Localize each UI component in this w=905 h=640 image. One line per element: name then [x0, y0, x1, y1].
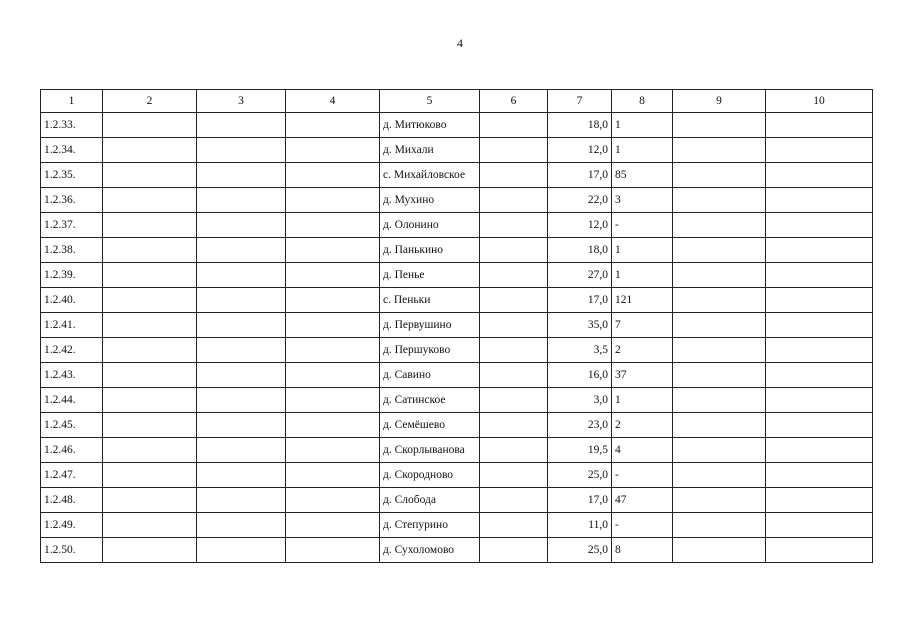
- table-row: [41, 163, 873, 188]
- cell-col-10: [766, 213, 873, 238]
- cell-col-6: [480, 388, 548, 413]
- cell-col-3: [197, 513, 286, 538]
- cell-col-9: [673, 288, 766, 313]
- cell-col-10: [766, 413, 873, 438]
- table-row: [41, 288, 873, 313]
- cell-col-2: [103, 338, 197, 363]
- cell-col-3: [197, 238, 286, 263]
- cell-col-9: [673, 538, 766, 563]
- header-row: [41, 90, 873, 113]
- cell-row-number: 1.2.41.: [41, 313, 103, 338]
- cell-row-number: 1.2.49.: [41, 513, 103, 538]
- cell-col-10: [766, 438, 873, 463]
- cell-col-2: [103, 488, 197, 513]
- cell-col-9: [673, 113, 766, 138]
- cell-col-6: [480, 113, 548, 138]
- cell-col-2: [103, 138, 197, 163]
- cell-col-3: [197, 413, 286, 438]
- cell-col-9: [673, 238, 766, 263]
- cell-col-2: [103, 288, 197, 313]
- cell-population: 1: [612, 238, 673, 263]
- cell-col-2: [103, 213, 197, 238]
- cell-col-3: [197, 363, 286, 388]
- page-number: 4: [457, 36, 463, 50]
- cell-col-10: [766, 488, 873, 513]
- cell-population: 2: [612, 413, 673, 438]
- cell-settlement-name: д. Семёшево: [380, 413, 480, 438]
- cell-col-10: [766, 463, 873, 488]
- cell-col-9: [673, 138, 766, 163]
- column-header-9: 9: [673, 90, 766, 113]
- cell-row-number: 1.2.40.: [41, 288, 103, 313]
- cell-col-2: [103, 263, 197, 288]
- cell-population: 7: [612, 313, 673, 338]
- cell-population: 121: [612, 288, 673, 313]
- cell-col-2: [103, 538, 197, 563]
- cell-distance: 3,5: [548, 338, 612, 363]
- cell-col-9: [673, 463, 766, 488]
- cell-col-2: [103, 313, 197, 338]
- cell-col-6: [480, 538, 548, 563]
- cell-col-6: [480, 288, 548, 313]
- cell-col-4: [286, 538, 380, 563]
- cell-col-4: [286, 513, 380, 538]
- cell-col-3: [197, 388, 286, 413]
- cell-col-2: [103, 238, 197, 263]
- table-row: [41, 263, 873, 288]
- cell-population: 1: [612, 138, 673, 163]
- cell-col-9: [673, 188, 766, 213]
- cell-col-6: [480, 213, 548, 238]
- cell-col-9: [673, 263, 766, 288]
- cell-col-3: [197, 213, 286, 238]
- cell-population: -: [612, 463, 673, 488]
- table-row: [41, 338, 873, 363]
- cell-col-9: [673, 163, 766, 188]
- cell-col-3: [197, 263, 286, 288]
- cell-col-10: [766, 113, 873, 138]
- cell-col-4: [286, 213, 380, 238]
- cell-population: 37: [612, 363, 673, 388]
- cell-row-number: 1.2.36.: [41, 188, 103, 213]
- cell-row-number: 1.2.46.: [41, 438, 103, 463]
- cell-col-10: [766, 188, 873, 213]
- cell-distance: 27,0: [548, 263, 612, 288]
- cell-col-3: [197, 438, 286, 463]
- table-row: [41, 188, 873, 213]
- cell-col-6: [480, 313, 548, 338]
- cell-settlement-name: д. Панькино: [380, 238, 480, 263]
- cell-col-3: [197, 488, 286, 513]
- cell-row-number: 1.2.44.: [41, 388, 103, 413]
- cell-col-2: [103, 463, 197, 488]
- cell-col-4: [286, 488, 380, 513]
- cell-col-10: [766, 138, 873, 163]
- cell-col-3: [197, 163, 286, 188]
- table-row: [41, 238, 873, 263]
- cell-col-6: [480, 363, 548, 388]
- cell-col-6: [480, 513, 548, 538]
- cell-col-3: [197, 313, 286, 338]
- cell-settlement-name: с. Пеньки: [380, 288, 480, 313]
- cell-distance: 19,5: [548, 438, 612, 463]
- cell-col-9: [673, 488, 766, 513]
- table-row: [41, 538, 873, 563]
- cell-settlement-name: д. Скородново: [380, 463, 480, 488]
- table-row: [41, 113, 873, 138]
- cell-distance: 18,0: [548, 113, 612, 138]
- column-header-7: 7: [548, 90, 612, 113]
- cell-col-6: [480, 338, 548, 363]
- cell-col-10: [766, 163, 873, 188]
- column-header-6: 6: [480, 90, 548, 113]
- cell-row-number: 1.2.33.: [41, 113, 103, 138]
- cell-population: -: [612, 213, 673, 238]
- cell-settlement-name: д. Сухоломово: [380, 538, 480, 563]
- cell-distance: 17,0: [548, 488, 612, 513]
- cell-population: 1: [612, 263, 673, 288]
- cell-population: -: [612, 513, 673, 538]
- cell-population: 85: [612, 163, 673, 188]
- cell-col-2: [103, 113, 197, 138]
- cell-col-3: [197, 338, 286, 363]
- table-row: [41, 513, 873, 538]
- cell-col-6: [480, 188, 548, 213]
- cell-distance: 35,0: [548, 313, 612, 338]
- cell-row-number: 1.2.34.: [41, 138, 103, 163]
- cell-distance: 3,0: [548, 388, 612, 413]
- cell-col-10: [766, 313, 873, 338]
- cell-col-10: [766, 388, 873, 413]
- table-row: [41, 413, 873, 438]
- cell-col-6: [480, 263, 548, 288]
- cell-col-2: [103, 188, 197, 213]
- cell-col-4: [286, 238, 380, 263]
- column-header-2: 2: [103, 90, 197, 113]
- cell-col-9: [673, 438, 766, 463]
- cell-settlement-name: д. Савино: [380, 363, 480, 388]
- cell-settlement-name: д. Скорлыванова: [380, 438, 480, 463]
- column-header-1: 1: [41, 90, 103, 113]
- cell-col-4: [286, 188, 380, 213]
- cell-col-4: [286, 363, 380, 388]
- cell-settlement-name: д. Пенье: [380, 263, 480, 288]
- cell-distance: 12,0: [548, 213, 612, 238]
- cell-distance: 18,0: [548, 238, 612, 263]
- cell-col-3: [197, 113, 286, 138]
- cell-col-2: [103, 388, 197, 413]
- cell-distance: 25,0: [548, 538, 612, 563]
- cell-col-2: [103, 413, 197, 438]
- cell-col-4: [286, 163, 380, 188]
- cell-col-9: [673, 338, 766, 363]
- cell-col-9: [673, 313, 766, 338]
- cell-col-4: [286, 413, 380, 438]
- cell-col-10: [766, 338, 873, 363]
- cell-col-9: [673, 413, 766, 438]
- cell-distance: 17,0: [548, 163, 612, 188]
- cell-row-number: 1.2.48.: [41, 488, 103, 513]
- cell-population: 1: [612, 113, 673, 138]
- cell-row-number: 1.2.38.: [41, 238, 103, 263]
- cell-row-number: 1.2.43.: [41, 363, 103, 388]
- cell-col-10: [766, 513, 873, 538]
- cell-col-4: [286, 388, 380, 413]
- cell-settlement-name: д. Михали: [380, 138, 480, 163]
- table-row: [41, 313, 873, 338]
- cell-population: 4: [612, 438, 673, 463]
- cell-col-10: [766, 288, 873, 313]
- cell-population: 3: [612, 188, 673, 213]
- cell-population: 8: [612, 538, 673, 563]
- table-row: [41, 438, 873, 463]
- cell-distance: 11,0: [548, 513, 612, 538]
- cell-settlement-name: с. Михайловское: [380, 163, 480, 188]
- cell-settlement-name: д. Сатинское: [380, 388, 480, 413]
- table-row: [41, 213, 873, 238]
- cell-row-number: 1.2.37.: [41, 213, 103, 238]
- cell-settlement-name: д. Митюково: [380, 113, 480, 138]
- cell-col-10: [766, 538, 873, 563]
- cell-col-4: [286, 288, 380, 313]
- cell-col-6: [480, 163, 548, 188]
- cell-row-number: 1.2.50.: [41, 538, 103, 563]
- cell-col-9: [673, 213, 766, 238]
- cell-col-4: [286, 338, 380, 363]
- cell-col-10: [766, 238, 873, 263]
- cell-col-4: [286, 138, 380, 163]
- cell-col-6: [480, 463, 548, 488]
- cell-col-9: [673, 363, 766, 388]
- cell-distance: 22,0: [548, 188, 612, 213]
- cell-col-3: [197, 288, 286, 313]
- cell-row-number: 1.2.35.: [41, 163, 103, 188]
- cell-col-4: [286, 263, 380, 288]
- cell-settlement-name: д. Степурино: [380, 513, 480, 538]
- cell-settlement-name: д. Первушино: [380, 313, 480, 338]
- cell-col-4: [286, 313, 380, 338]
- cell-row-number: 1.2.42.: [41, 338, 103, 363]
- cell-col-4: [286, 113, 380, 138]
- cell-col-2: [103, 438, 197, 463]
- cell-population: 1: [612, 388, 673, 413]
- cell-distance: 25,0: [548, 463, 612, 488]
- cell-col-4: [286, 463, 380, 488]
- cell-population: 2: [612, 338, 673, 363]
- cell-col-6: [480, 413, 548, 438]
- table-row: [41, 463, 873, 488]
- cell-col-10: [766, 363, 873, 388]
- cell-distance: 17,0: [548, 288, 612, 313]
- table-row: [41, 488, 873, 513]
- column-header-10: 10: [766, 90, 873, 113]
- table-row: [41, 138, 873, 163]
- table-row: [41, 363, 873, 388]
- cell-col-9: [673, 513, 766, 538]
- cell-col-2: [103, 163, 197, 188]
- table-row: [41, 388, 873, 413]
- cell-col-6: [480, 238, 548, 263]
- column-header-5: 5: [380, 90, 480, 113]
- cell-distance: 16,0: [548, 363, 612, 388]
- cell-distance: 23,0: [548, 413, 612, 438]
- settlements-table: [40, 89, 873, 563]
- cell-population: 47: [612, 488, 673, 513]
- cell-col-3: [197, 188, 286, 213]
- cell-col-3: [197, 138, 286, 163]
- cell-settlement-name: д. Мухино: [380, 188, 480, 213]
- cell-col-4: [286, 438, 380, 463]
- cell-col-6: [480, 488, 548, 513]
- cell-row-number: 1.2.45.: [41, 413, 103, 438]
- cell-col-9: [673, 388, 766, 413]
- cell-col-2: [103, 513, 197, 538]
- cell-settlement-name: д. Слобода: [380, 488, 480, 513]
- cell-settlement-name: д. Першуково: [380, 338, 480, 363]
- column-header-4: 4: [286, 90, 380, 113]
- cell-col-10: [766, 263, 873, 288]
- cell-row-number: 1.2.47.: [41, 463, 103, 488]
- column-header-3: 3: [197, 90, 286, 113]
- cell-col-6: [480, 138, 548, 163]
- cell-col-2: [103, 363, 197, 388]
- cell-col-3: [197, 463, 286, 488]
- cell-distance: 12,0: [548, 138, 612, 163]
- cell-col-6: [480, 438, 548, 463]
- column-header-8: 8: [612, 90, 673, 113]
- cell-row-number: 1.2.39.: [41, 263, 103, 288]
- cell-col-3: [197, 538, 286, 563]
- cell-settlement-name: д. Олонино: [380, 213, 480, 238]
